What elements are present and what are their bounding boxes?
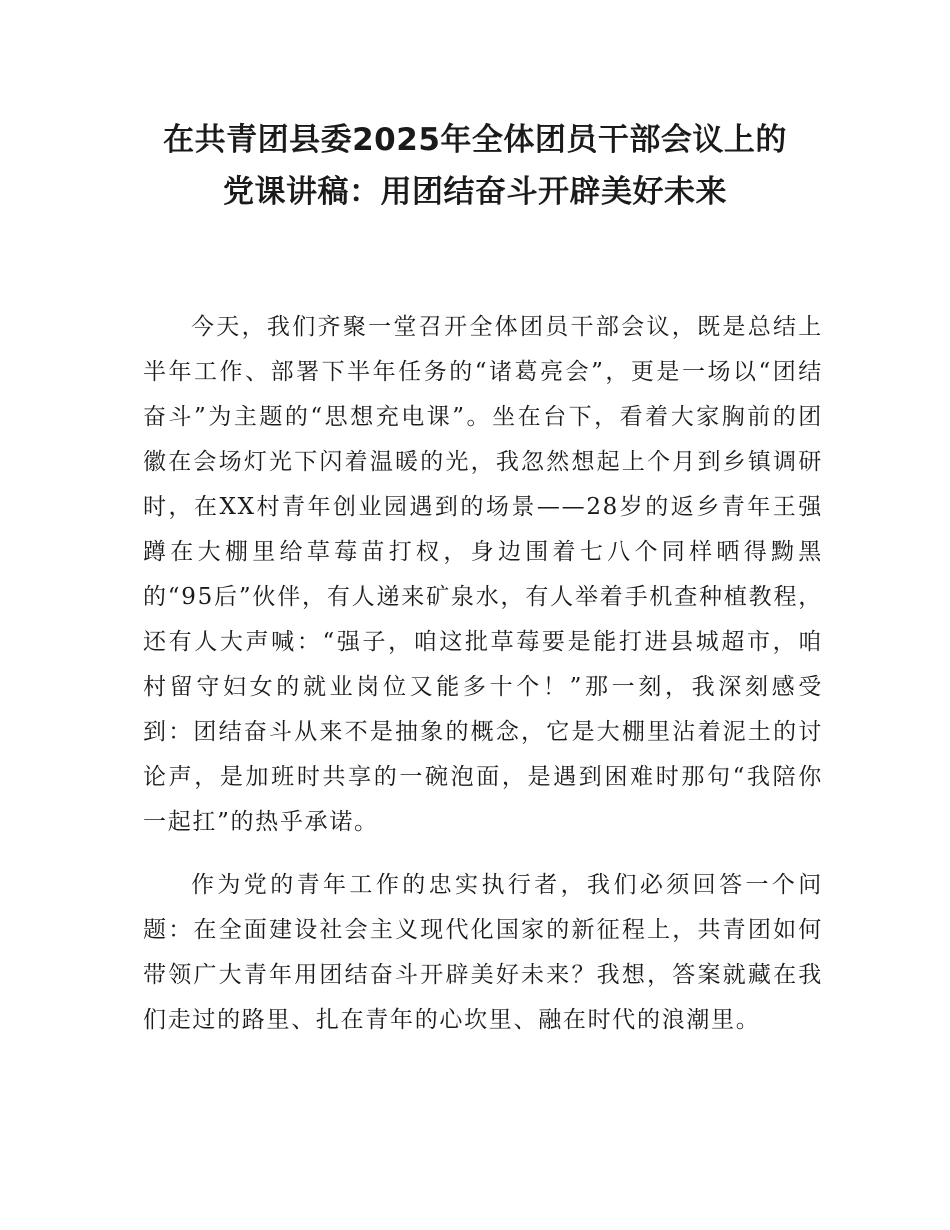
paragraph-2: 作为党的青年工作的忠实执行者，我们必须回答一个问题：在全面建设社会主义现代化国家的新征程上，共青团如何带领广大青年用团结奋斗开辟美好未来？我想，答案就藏在我们走过的路里、扎在青年的心坎里、融在时代的浪潮里。 — [143, 872, 823, 1033]
document-body — [143, 305, 823, 1061]
document-title — [120, 114, 830, 218]
title-line-2: 党课讲稿：用团结奋斗开辟美好未来 — [223, 174, 727, 210]
title-line-1: 在共青团县委2025年全体团员干部会议上的 — [163, 122, 787, 158]
paragraph-1: 今天，我们齐聚一堂召开全体团员干部会议，既是总结上半年工作、部署下半年任务的“诸葛亮会”，更是一场以“团结奋斗”为主题的“思想充电课”。坐在台下，看着大家胸前的团徽在会场灯光下闪着温暖的光，我忽然想起上个月到乡镇调研时，在XX村青年创业园遇到的场景——28岁的返乡青年王强蹲在大棚里给草莓苗打杈，身边围着七八个同样晒得黝黑的“95后”伙伴，有人递来矿泉水，有人举着手机查种植教程，还有人大声喊：“强子，咱这批草莓要是能打进县城超市，咱村留守妇女的就业岗位又能多十个！”那一刻，我深刻感受到：团结奋斗从来不是抽象的概念，它是大棚里沾着泥土的讨论声，是加班时共享的一碗泡面，是遇到困难时那句“我陪你一起扛”的热乎承诺。 — [143, 314, 823, 835]
